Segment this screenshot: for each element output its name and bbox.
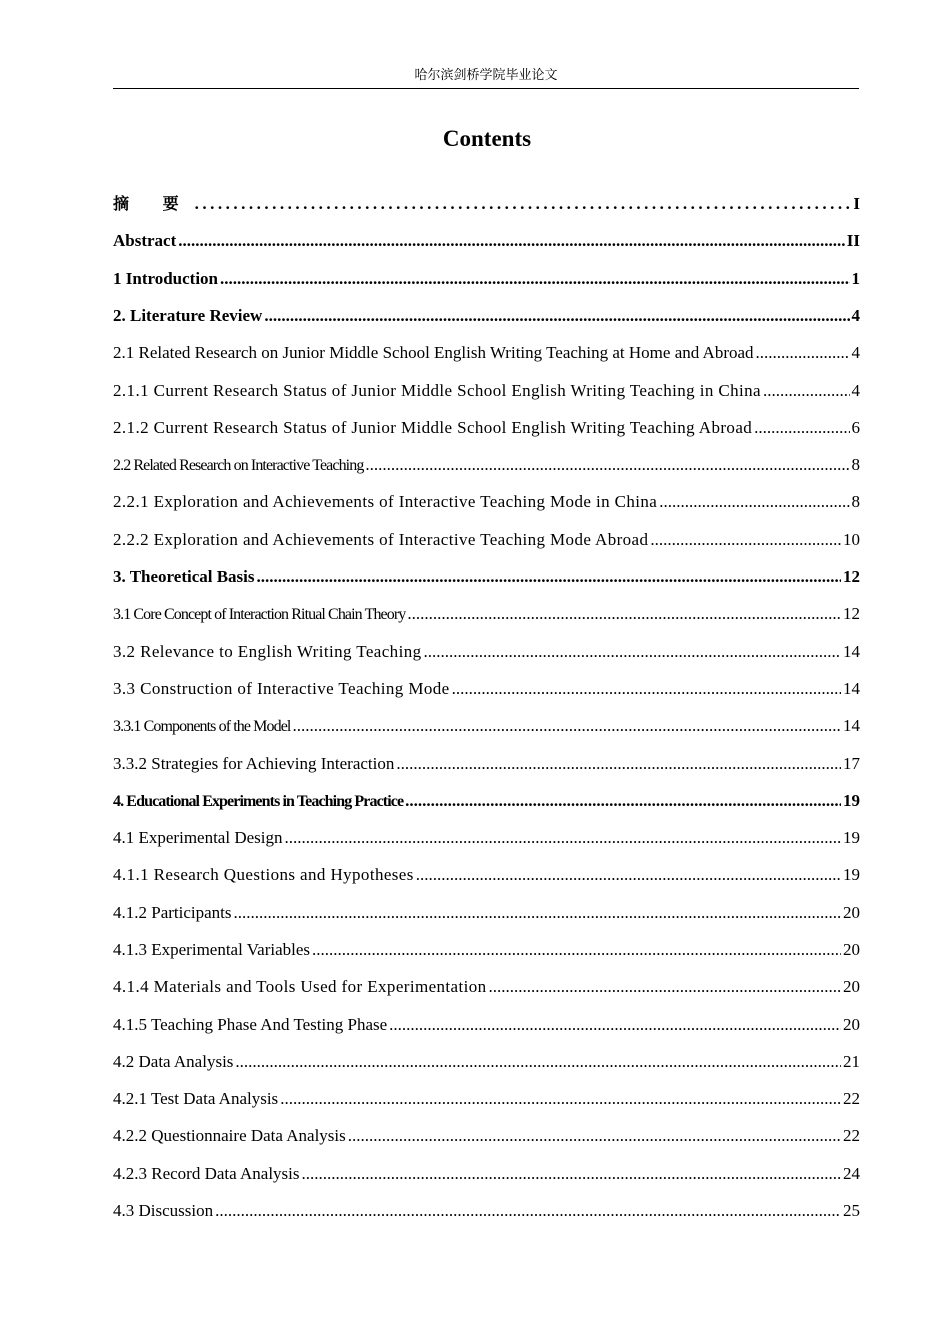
toc-page-number: 19 [843, 865, 860, 884]
toc-dot-leader [220, 264, 849, 294]
toc-entry[interactable] [113, 376, 860, 406]
toc-page-number: 22 [843, 1089, 860, 1108]
toc-dot-leader [389, 1010, 841, 1040]
toc-entry[interactable] [113, 637, 860, 667]
toc-dot-leader [235, 1047, 841, 1077]
toc-entry[interactable] [113, 226, 860, 256]
toc-entry[interactable] [113, 413, 860, 443]
toc-dot-leader [195, 189, 852, 219]
toc-dot-leader [365, 450, 849, 480]
toc-dot-leader [756, 338, 850, 368]
toc-page-number: 14 [843, 716, 860, 735]
toc-page-number: 25 [843, 1201, 860, 1220]
toc-dot-leader [416, 860, 841, 890]
toc-entry[interactable] [113, 525, 860, 555]
toc-entry[interactable] [113, 338, 860, 368]
toc-entry[interactable] [113, 1010, 860, 1040]
toc-entry-title: 3. Theoretical Basis [113, 567, 255, 586]
toc-page-number: 20 [843, 940, 860, 959]
toc-entry[interactable] [113, 1047, 860, 1077]
toc-entry-title: 4.2.3 Record Data Analysis [113, 1164, 300, 1183]
toc-entry[interactable] [113, 599, 860, 629]
toc-page-number: 10 [843, 530, 860, 549]
toc-page-number: 24 [843, 1164, 860, 1183]
toc-entry[interactable] [113, 562, 860, 592]
toc-entry-title: 2.2.2 Exploration and Achievements of Interactive Teaching Mode Abroad [113, 530, 649, 549]
toc-page-number: II [846, 231, 860, 250]
toc-entry-title: 1 Introduction [113, 269, 219, 288]
toc-entry[interactable] [113, 1159, 860, 1189]
toc-page-number: 8 [851, 492, 860, 511]
toc-entry[interactable] [113, 972, 860, 1002]
toc-page-number: 20 [843, 903, 860, 922]
toc-entry-title: 3.3.1 Components of the Model [113, 718, 291, 735]
toc-entry[interactable] [113, 1084, 860, 1114]
page-title: Contents [442, 126, 532, 151]
toc-entry-title: 4.2.2 Questionnaire Data Analysis [113, 1126, 346, 1145]
toc-entry[interactable] [113, 189, 860, 219]
toc-dot-leader [312, 935, 841, 965]
toc-page-number: 19 [843, 828, 860, 847]
toc-page-number: 4 [851, 343, 860, 362]
toc-entry-title: 3.3 Construction of Interactive Teaching Mode [113, 679, 450, 698]
toc-dot-leader [292, 711, 841, 741]
toc-entry[interactable] [113, 487, 860, 517]
toc-page-number: 6 [851, 418, 860, 437]
toc-entry[interactable] [113, 450, 860, 480]
toc-page-number: 20 [843, 977, 860, 996]
toc-dot-leader [257, 562, 841, 592]
toc-entry[interactable] [113, 898, 860, 928]
toc-entry-title: 2.1.2 Current Research Status of Junior Middle School English Writing Teaching Abroad [113, 418, 753, 437]
toc-entry-title: 4.2 Data Analysis [113, 1052, 234, 1071]
toc-dot-leader [424, 637, 842, 667]
toc-page-number: 14 [843, 679, 860, 698]
toc-entry[interactable] [113, 674, 860, 704]
toc-dot-leader [489, 972, 841, 1002]
toc-dot-leader [302, 1159, 842, 1189]
toc-dot-leader [264, 301, 849, 331]
toc-entry[interactable] [113, 711, 860, 741]
toc-dot-leader [763, 376, 850, 406]
toc-entry[interactable] [113, 1196, 860, 1226]
toc-dot-leader [650, 525, 841, 555]
toc-entry-title: 4.1.5 Teaching Phase And Testing Phase [113, 1015, 388, 1034]
toc-entry-title: Abstract [113, 231, 177, 250]
toc-entry-title: 摘 要 [113, 194, 193, 213]
toc-entry-title: 2. Literature Review [113, 306, 263, 325]
toc-dot-leader [659, 487, 849, 517]
toc-entry[interactable] [113, 786, 860, 816]
toc-entry-title: 4.1.3 Experimental Variables [113, 940, 311, 959]
toc-entry[interactable] [113, 264, 860, 294]
toc-entry[interactable] [113, 301, 860, 331]
toc-dot-leader [285, 823, 842, 853]
toc-page-number: 4 [851, 306, 860, 325]
toc-page-number: 12 [843, 604, 860, 623]
toc-page-number: 1 [851, 269, 860, 288]
toc-dot-leader [452, 674, 841, 704]
toc-page-number: 8 [851, 455, 860, 474]
toc-entry-title: 2.1.1 Current Research Status of Junior Middle School English Writing Teaching in China [113, 381, 761, 400]
toc-entry-title: 4.2.1 Test Data Analysis [113, 1089, 279, 1108]
toc-entry[interactable] [113, 860, 860, 890]
toc-dot-leader [280, 1084, 841, 1114]
toc-page-number: 12 [843, 567, 860, 586]
toc-entry-title: 2.1 Related Research on Junior Middle School English Writing Teaching at Home and Abroad [113, 343, 754, 362]
toc-entry-title: 4.1.2 Participants [113, 903, 232, 922]
toc-dot-leader [348, 1121, 841, 1151]
running-header: 哈尔滨剑桥学院毕业论文 [113, 66, 859, 89]
toc-entry[interactable] [113, 1121, 860, 1151]
toc-dot-leader [396, 749, 841, 779]
toc-page-number: 20 [843, 1015, 860, 1034]
toc-page-number: I [853, 194, 860, 213]
toc-dot-leader [405, 786, 841, 816]
toc-dot-leader [234, 898, 841, 928]
toc-entry[interactable] [113, 749, 860, 779]
toc-entry-title: 3.1 Core Concept of Interaction Ritual Chain Theory [113, 606, 406, 623]
toc-page-number: 17 [843, 754, 860, 773]
toc-entry-title: 4.3 Discussion [113, 1201, 214, 1220]
toc-dot-leader [407, 599, 841, 629]
toc-entry[interactable] [113, 823, 860, 853]
toc-dot-leader [754, 413, 849, 443]
toc-page-number: 22 [843, 1126, 860, 1145]
toc-entry-title: 2.2.1 Exploration and Achievements of Interactive Teaching Mode in China [113, 492, 658, 511]
toc-entry-title: 4.1.4 Materials and Tools Used for Experimentation [113, 977, 487, 996]
toc-entry-title: 3.3.2 Strategies for Achieving Interaction [113, 754, 395, 773]
toc-entry-title: 3.2 Relevance to English Writing Teaching [113, 642, 422, 661]
toc-dot-leader [215, 1196, 841, 1226]
toc-page-number: 14 [843, 642, 860, 661]
toc-dot-leader [178, 226, 845, 256]
toc-entry-title: 4.1.1 Research Questions and Hypotheses [113, 865, 414, 884]
toc-page-number: 21 [843, 1052, 860, 1071]
toc-page-number: 4 [851, 381, 860, 400]
toc-entry[interactable] [113, 935, 860, 965]
toc-entry-title: 4.1 Experimental Design [113, 828, 283, 847]
toc-page-number: 19 [843, 791, 860, 810]
toc-entry-title: 2.2 Related Research on Interactive Teaching [113, 457, 364, 474]
toc-entry-title: 4. Educational Experiments in Teaching Practice [113, 793, 404, 810]
